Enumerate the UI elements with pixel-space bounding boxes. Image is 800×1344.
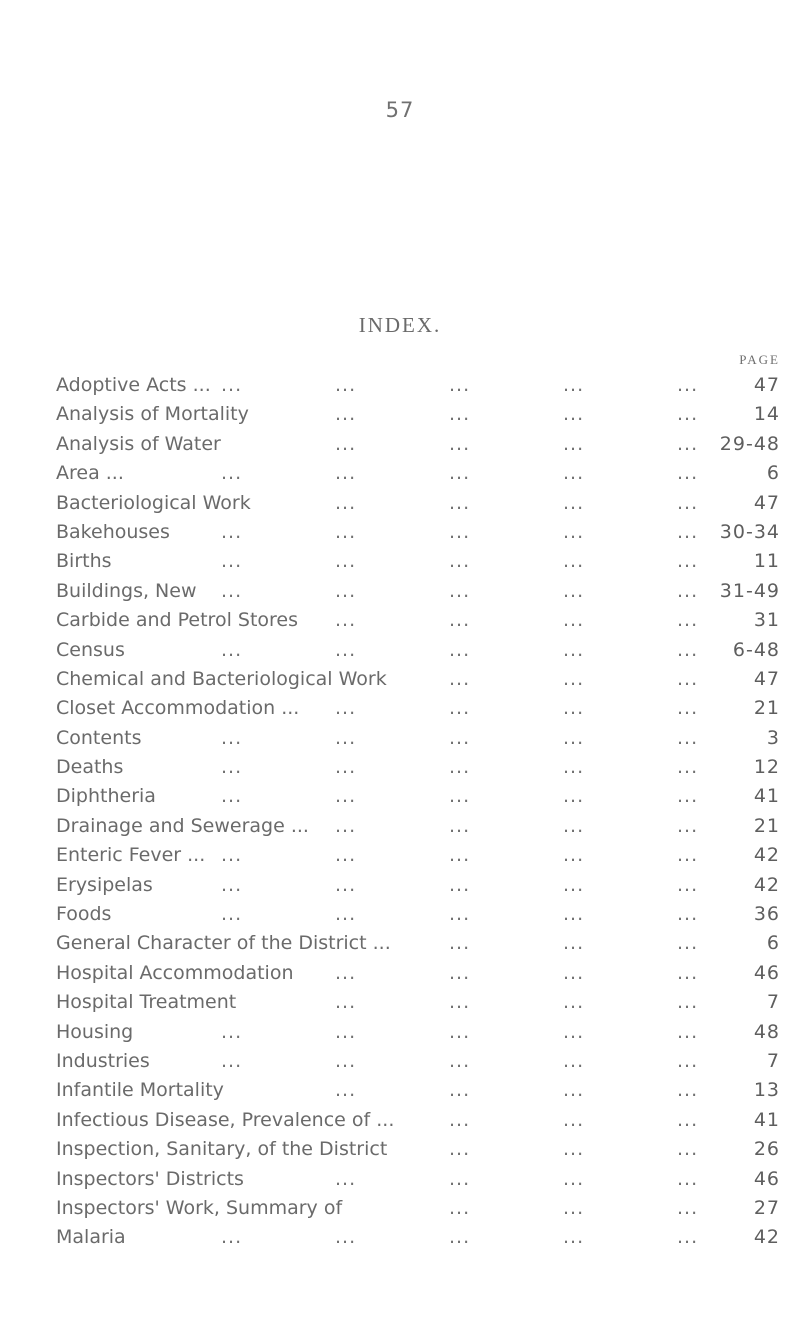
index-entry-page: 3: [766, 726, 780, 749]
index-entry-label: Area ...: [56, 462, 124, 485]
leader-dots: ...: [563, 579, 585, 602]
index-entry-page: 7: [766, 991, 780, 1014]
index-entry-page: 47: [753, 491, 780, 514]
leader-dots: ...: [449, 491, 471, 514]
leader-dots: ...: [677, 932, 699, 955]
leader-dots: ...: [563, 785, 585, 808]
leader-dots: ...: [221, 903, 243, 926]
leader-dots: ...: [449, 462, 471, 485]
index-entry-label: Drainage and Sewerage ...: [56, 814, 309, 837]
index-entry-label: Inspectors' Districts: [56, 1167, 244, 1190]
index-entry: [56, 988, 780, 1017]
leader-dots: ...: [221, 1226, 243, 1249]
leader-dots: ...: [221, 785, 243, 808]
leader-dots: ...: [677, 726, 699, 749]
index-entries: [56, 371, 780, 1253]
leader-dots: ...: [449, 814, 471, 837]
index-entry-label: Census: [56, 638, 125, 661]
leader-dots: ...: [677, 1138, 699, 1161]
index-entry-page: 46: [753, 961, 780, 984]
leader-dots: ...: [449, 1167, 471, 1190]
leader-dots: ...: [563, 491, 585, 514]
index-entry-label: Infantile Mortality: [56, 1079, 224, 1102]
leader-dots: ...: [677, 903, 699, 926]
leader-dots: ...: [677, 873, 699, 896]
index-entry-label: Closet Accommodation ...: [56, 697, 300, 720]
index-entry-label: Erysipelas: [56, 873, 153, 896]
index-entry-label: Deaths: [56, 756, 124, 779]
index-entry-label: Housing: [56, 1020, 134, 1043]
leader-dots: ...: [449, 520, 471, 543]
leader-dots: ...: [449, 903, 471, 926]
page-number: 57: [385, 98, 415, 122]
leader-dots: ...: [335, 1226, 357, 1249]
leader-dots: ...: [563, 403, 585, 426]
index-entry: [56, 900, 780, 929]
leader-dots: ...: [449, 932, 471, 955]
leader-dots: ...: [677, 961, 699, 984]
index-entry: [56, 459, 780, 488]
index-entry-label: Contents: [56, 726, 142, 749]
leader-dots: ...: [677, 697, 699, 720]
index-entry-label: Inspection, Sanitary, of the District: [56, 1138, 388, 1161]
index-entry: [56, 547, 780, 576]
index-entry-page: 46: [753, 1167, 780, 1190]
leader-dots: ...: [677, 579, 699, 602]
leader-dots: ...: [449, 756, 471, 779]
leader-dots: ...: [449, 1079, 471, 1102]
leader-dots: ...: [335, 785, 357, 808]
index-entry-label: General Character of the District ...: [56, 932, 391, 955]
leader-dots: ...: [677, 550, 699, 573]
leader-dots: ...: [677, 609, 699, 632]
leader-dots: ...: [449, 726, 471, 749]
index-entry-label: Foods: [56, 903, 112, 926]
leader-dots: ...: [449, 1049, 471, 1072]
leader-dots: ...: [449, 579, 471, 602]
leader-dots: ...: [335, 579, 357, 602]
index-entry-page: 7: [766, 1049, 780, 1072]
leader-dots: ...: [677, 432, 699, 455]
leader-dots: ...: [563, 1049, 585, 1072]
leader-dots: ...: [221, 844, 243, 867]
index-entry-page: 41: [753, 1108, 780, 1131]
leader-dots: ...: [677, 1049, 699, 1072]
index-entry: [56, 841, 780, 870]
index-entry: [56, 1135, 780, 1164]
leader-dots: ...: [563, 903, 585, 926]
index-entry-page: 21: [753, 697, 780, 720]
leader-dots: ...: [449, 1020, 471, 1043]
leader-dots: ...: [221, 1049, 243, 1072]
leader-dots: ...: [563, 1226, 585, 1249]
leader-dots: ...: [335, 1049, 357, 1072]
leader-dots: ...: [563, 432, 585, 455]
leader-dots: ...: [677, 991, 699, 1014]
leader-dots: ...: [449, 1196, 471, 1219]
index-entry-page: 27: [753, 1196, 780, 1219]
leader-dots: ...: [677, 1079, 699, 1102]
leader-dots: ...: [335, 1079, 357, 1102]
index-entry: [56, 871, 780, 900]
leader-dots: ...: [563, 873, 585, 896]
index-entry-page: 36: [753, 903, 780, 926]
leader-dots: ...: [335, 814, 357, 837]
leader-dots: ...: [563, 1079, 585, 1102]
index-entry-label: Malaria: [56, 1226, 126, 1249]
index-entry: [56, 959, 780, 988]
leader-dots: ...: [221, 550, 243, 573]
leader-dots: ...: [449, 374, 471, 396]
index-entry-label: Carbide and Petrol Stores: [56, 609, 299, 632]
leader-dots: ...: [677, 1226, 699, 1249]
index-entry: [56, 518, 780, 547]
leader-dots: ...: [563, 961, 585, 984]
leader-dots: ...: [449, 961, 471, 984]
leader-dots: ...: [563, 1138, 585, 1161]
leader-dots: ...: [677, 667, 699, 690]
leader-dots: ...: [335, 756, 357, 779]
leader-dots: ...: [449, 873, 471, 896]
index-entry-label: Inspectors' Work, Summary of: [56, 1196, 343, 1219]
leader-dots: ...: [563, 1196, 585, 1219]
index-entry-page: 42: [753, 844, 780, 867]
leader-dots: ...: [563, 520, 585, 543]
leader-dots: ...: [563, 550, 585, 573]
leader-dots: ...: [563, 932, 585, 955]
leader-dots: ...: [563, 462, 585, 485]
leader-dots: ...: [221, 579, 243, 602]
index-entry: [56, 1076, 780, 1105]
leader-dots: ...: [335, 520, 357, 543]
leader-dots: ...: [221, 374, 243, 396]
leader-dots: ...: [449, 697, 471, 720]
leader-dots: ...: [677, 520, 699, 543]
index-entry: [56, 1165, 780, 1194]
leader-dots: ...: [335, 638, 357, 661]
index-entry: [56, 694, 780, 723]
leader-dots: ...: [449, 1138, 471, 1161]
index-entry-page: 6-48: [732, 638, 780, 661]
leader-dots: ...: [677, 844, 699, 867]
index-entry-page: 14: [753, 403, 780, 426]
leader-dots: ...: [449, 432, 471, 455]
leader-dots: ...: [335, 609, 357, 632]
index-entry: [56, 371, 780, 400]
leader-dots: ...: [335, 432, 357, 455]
leader-dots: ...: [563, 814, 585, 837]
leader-dots: ...: [221, 726, 243, 749]
leader-dots: ...: [563, 756, 585, 779]
index-entry-label: Chemical and Bacteriological Work: [56, 667, 387, 690]
index-entry-page: 47: [753, 374, 780, 396]
index-entry-page: 21: [753, 814, 780, 837]
leader-dots: ...: [563, 697, 585, 720]
index-entry-label: Buildings, New: [56, 579, 197, 602]
leader-dots: ...: [563, 1108, 585, 1131]
index-entry-label: Infectious Disease, Prevalence of ...: [56, 1108, 395, 1131]
index-entry-label: Hospital Accommodation: [56, 961, 294, 984]
index-entry-label: Adoptive Acts ...: [56, 374, 211, 396]
leader-dots: ...: [335, 844, 357, 867]
leader-dots: ...: [449, 638, 471, 661]
leader-dots: ...: [221, 873, 243, 896]
leader-dots: ...: [449, 785, 471, 808]
leader-dots: ...: [449, 550, 471, 573]
index-entry: [56, 606, 780, 635]
leader-dots: ...: [563, 609, 585, 632]
index-entry-label: Diphtheria: [56, 785, 156, 808]
index-entry: [56, 1018, 780, 1047]
index-entry-label: Industries: [56, 1049, 150, 1072]
leader-dots: ...: [449, 609, 471, 632]
index-entry: [56, 400, 780, 429]
index-entry: [56, 1194, 780, 1223]
index-entry-page: 30-34: [719, 520, 780, 543]
leader-dots: ...: [335, 726, 357, 749]
page-column-header: PAGE: [739, 352, 780, 367]
index-entry: [56, 489, 780, 518]
index-entry-label: Analysis of Water: [56, 432, 221, 455]
leader-dots: ...: [335, 873, 357, 896]
leader-dots: ...: [677, 756, 699, 779]
index-entry-page: 42: [753, 873, 780, 896]
leader-dots: ...: [563, 991, 585, 1014]
leader-dots: ...: [563, 1167, 585, 1190]
leader-dots: ...: [221, 638, 243, 661]
leader-dots: ...: [677, 403, 699, 426]
leader-dots: ...: [335, 374, 357, 396]
index-entry-label: Births: [56, 550, 112, 573]
index-entry: [56, 1223, 780, 1252]
leader-dots: ...: [677, 374, 699, 396]
leader-dots: ...: [677, 785, 699, 808]
leader-dots: ...: [563, 844, 585, 867]
index-entry-page: 29-48: [719, 432, 780, 455]
index-entry: [56, 753, 780, 782]
index-entry-page: 42: [753, 1226, 780, 1249]
index-entry: [56, 782, 780, 811]
index-entry-page: 6: [766, 932, 780, 955]
index-entry-page: 31: [753, 609, 780, 632]
leader-dots: ...: [335, 697, 357, 720]
leader-dots: ...: [677, 462, 699, 485]
index-entry-label: Enteric Fever ...: [56, 844, 206, 867]
leader-dots: ...: [449, 667, 471, 690]
leader-dots: ...: [563, 374, 585, 396]
leader-dots: ...: [335, 462, 357, 485]
leader-dots: ...: [335, 491, 357, 514]
leader-dots: ...: [221, 756, 243, 779]
index-entry-label: Bacteriological Work: [56, 491, 251, 514]
leader-dots: ...: [677, 1108, 699, 1131]
leader-dots: ...: [677, 814, 699, 837]
index-entry-page: 13: [753, 1079, 780, 1102]
leader-dots: ...: [335, 991, 357, 1014]
leader-dots: ...: [677, 1167, 699, 1190]
index-entry-page: 12: [753, 756, 780, 779]
leader-dots: ...: [335, 1167, 357, 1190]
index-entry-page: 6: [766, 462, 780, 485]
leader-dots: ...: [449, 844, 471, 867]
index-entry: [56, 812, 780, 841]
leader-dots: ...: [677, 1020, 699, 1043]
index-entry-page: 48: [753, 1020, 780, 1043]
index-entry: [56, 929, 780, 958]
leader-dots: ...: [563, 638, 585, 661]
leader-dots: ...: [335, 550, 357, 573]
leader-dots: ...: [449, 403, 471, 426]
index-entry: [56, 1106, 780, 1135]
leader-dots: ...: [221, 520, 243, 543]
index-entry-page: 11: [753, 550, 780, 573]
leader-dots: ...: [449, 991, 471, 1014]
leader-dots: ...: [335, 903, 357, 926]
index-entry-page: 31-49: [719, 579, 780, 602]
leader-dots: ...: [335, 403, 357, 426]
index-entry: [56, 577, 780, 606]
leader-dots: ...: [449, 1226, 471, 1249]
leader-dots: ...: [449, 1108, 471, 1131]
index-entry: [56, 724, 780, 753]
leader-dots: ...: [563, 726, 585, 749]
index-entry: [56, 665, 780, 694]
leader-dots: ...: [335, 1020, 357, 1043]
index-entry: [56, 430, 780, 459]
leader-dots: ...: [221, 1020, 243, 1043]
leader-dots: ...: [221, 462, 243, 485]
index-entry-label: Analysis of Mortality: [56, 403, 249, 426]
index-entry: [56, 636, 780, 665]
leader-dots: ...: [677, 638, 699, 661]
index-title: INDEX.: [358, 313, 442, 337]
index-entry-page: 47: [753, 667, 780, 690]
index-entry-label: Hospital Treatment: [56, 991, 237, 1014]
leader-dots: ...: [677, 1196, 699, 1219]
index-entry-page: 26: [753, 1138, 780, 1161]
leader-dots: ...: [677, 491, 699, 514]
index-entry: [56, 1047, 780, 1076]
leader-dots: ...: [335, 961, 357, 984]
leader-dots: ...: [563, 1020, 585, 1043]
index-entry-label: Bakehouses: [56, 520, 170, 543]
leader-dots: ...: [563, 667, 585, 690]
index-entry-page: 41: [753, 785, 780, 808]
